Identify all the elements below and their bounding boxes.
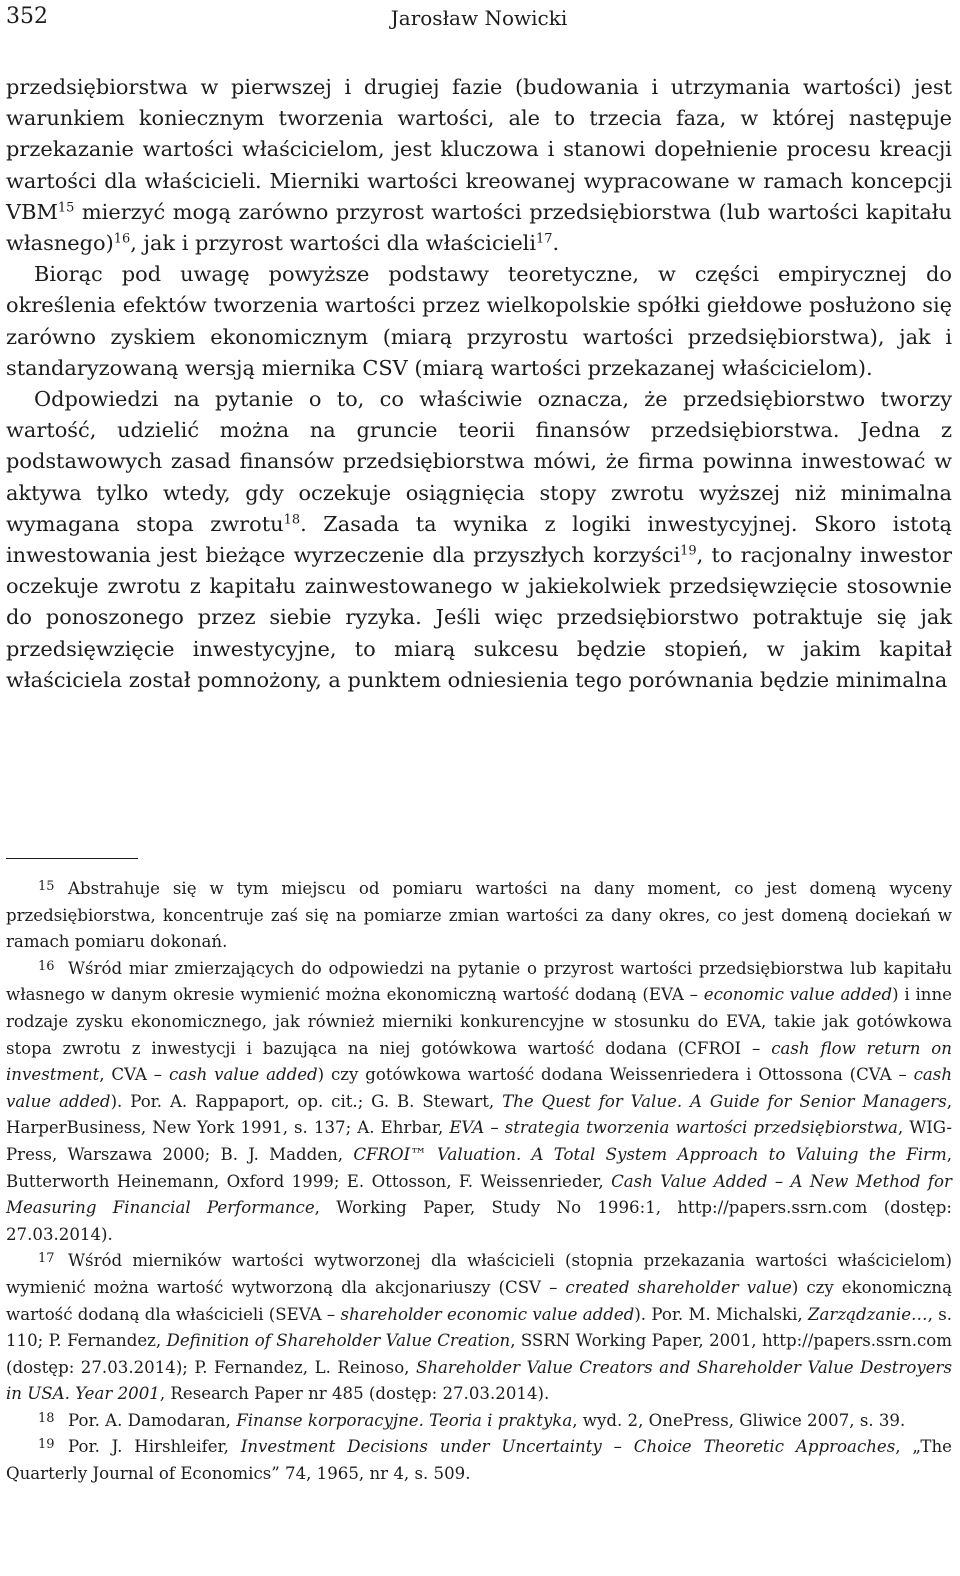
paragraph-2: Biorąc pod uwagę powyższe podstawy teoretyczne, w części empirycznej do określenia efektów tworzenia wartości przez wielkopolskie spółki giełdowe posłużono się zarówno zyskiem ekonomicznym (miarą przyrostu wartości przedsiębiorstwa), jak i standaryzowaną wersją miernika CSV (miarą wartości przekazanej właścicielom).	[6, 262, 952, 380]
paragraph-1-text-b: mierzyć mogą zarówno przyrost wartości przedsiębiorstwa (lub wartości kapitału własnego)	[6, 199, 952, 256]
main-text	[6, 72, 952, 696]
footnote-text: , HarperBusiness, New York 1991, s. 137; A. Ehrbar,	[6, 1091, 953, 1138]
footnote-ref-18[interactable]: 18	[283, 512, 301, 528]
running-head-author: Jarosław Nowicki	[390, 6, 568, 30]
footnote-18: 18 Por. A. Damodaran, Finanse korporacyjne. Teoria i praktyka, wyd. 2, OnePress, Gliwice 2007, s. 39.	[38, 1410, 906, 1430]
footnote-text: Abstrahuje się w tym miejscu od pomiaru wartości na dany moment, co jest domeną wyceny przedsiębiorstwa, koncentruje zaś się na pomiarze zmian wartości za dany okres, co jest domeną dociekań w ramach pomiaru dokonań.	[6, 879, 952, 952]
footnote-italic: cash value added	[6, 1065, 953, 1111]
footnote-italic: The Quest for Value. A Guide for Senior Managers	[502, 1091, 947, 1111]
footnote-text: , „The Quarterly Journal of Economics” 74, 1965, nr 4, s. 509.	[6, 1437, 952, 1484]
footnote-italic: Zarządzanie…	[807, 1304, 928, 1324]
paragraph-1	[6, 72, 952, 259]
footnote-16: 16 Wśród miar zmierzających do odpowiedzi na pytanie o przyrost wartości przedsiębiorstwa lub kapitału własnego w danym okresie wymienić można ekonomiczną wartość dodaną (EVA – economic value added) i inne rodzaje zysku ekonomicznego, jak również mierniki konkurencyjne w stosunku do EVA, takie jak gotówkowa stopa zwrotu z inwestycji i bazująca na niej gotówkowa wartość dodana (CFROI – cash flow return on investment, CVA – cash value added) czy gotówkowa wartość dodana Weissenriedera i Ottossona (CVA – cash value added). Por. A. Rappaport, op. cit.; G. B. Stewart, The Quest for Value. A Guide for Senior Managers, HarperBusiness, New York 1991, s. 137; A. Ehrbar, EVA – strategia tworzenia wartości przedsiębiorstwa, WIG-Press, Warszawa 2000; B. J. Madden, CFROI™ Valuation. A Total System Approach to Valuing the Firm, Butterworth Heinemann, Oxford 1999; E. Ottosson, F. Weissenrieder, Cash Value Added – A New Method for Measuring Financial Performance, Working Paper, Study No 1996:1, http://papers.ssrn.com (dostęp: 27.03.2014).	[6, 958, 953, 1244]
footnote-text: , s. 110; P. Fernandez,	[6, 1304, 952, 1351]
footnote-text: Por. A. Damodaran,	[68, 1410, 237, 1430]
footnote-text: ). Por. A. Rappaport, op. cit.; G. B. Stewart,	[110, 1091, 503, 1111]
footnote-italic: shareholder economic value added	[340, 1304, 635, 1324]
footnote-text: Wśród mierników wartości wytworzonej dla właścicieli (stopnia przekazania wartości właścicielom) wymienić można wartość wytworzoną dla akcjonariuszy (CSV –	[6, 1251, 952, 1297]
footnote-15: 15 Abstrahuje się w tym miejscu od pomiaru wartości na dany moment, co jest domeną wyceny przedsiębiorstwa, koncentruje zaś się na pomiarze zmian wartości za dany okres, co jest domeną dociekań w ramach pomiaru dokonań.	[6, 878, 952, 952]
footnote-italic: Finanse korporacyjne. Teoria i praktyka	[236, 1410, 573, 1430]
footnote-text: , Butterworth Heinemann, Oxford 1999; E. Ottosson, F. Weissenrieder,	[6, 1144, 952, 1191]
footnote-ref-15[interactable]: 15	[57, 200, 75, 216]
footnote-19: 19 Por. J. Hirshleifer, Investment Decisions under Uncertainty – Choice Theoretic Approaches, „The Quarterly Journal of Economics” 74, 1965, nr 4, s. 509.	[6, 1437, 952, 1484]
page-number: 352	[6, 4, 48, 29]
footnote-text: ) czy ekonomiczną wartość dodaną dla właścicieli (SEVA –	[6, 1277, 953, 1324]
footnote-text: ) i inne rodzaje zysku ekonomicznego, jak również mierniki konkurencyjne w stosunku do EVA, takie jak gotówkowa stopa zwrotu z inwestycji i bazująca na niej gotówkowa wartość dodana (CFROI –	[6, 985, 953, 1058]
footnote-text: ). Por. M. Michalski,	[634, 1304, 808, 1324]
footnote-italic: Cash Value Added – A New Method for Measuring Financial Performance	[6, 1171, 952, 1218]
footnote-ref-16[interactable]: 16	[113, 231, 131, 247]
paragraph-1-text-d: .	[552, 231, 560, 256]
footnote-italic: cash flow return on investment	[6, 1038, 952, 1085]
footnote-italic: EVA – strategia tworzenia wartości przedsiębiorstwa	[449, 1118, 898, 1138]
footnote-text: , wyd. 2, OnePress, Gliwice 2007, s. 39.	[572, 1410, 906, 1430]
footnote-text: , CVA –	[99, 1065, 169, 1085]
footnote-text: , Research Paper nr 485 (dostęp: 27.03.2014).	[159, 1384, 550, 1404]
footnote-text: , WIG-Press, Warszawa 2000; B. J. Madden,	[6, 1118, 952, 1164]
footnote-17: 17 Wśród mierników wartości wytworzonej dla właścicieli (stopnia przekazania wartości właścicielom) wymienić można wartość wytworzoną dla akcjonariuszy (CSV – created shareholder value) czy ekonomiczną wartość dodaną dla właścicieli (SEVA – shareholder economic value added). Por. M. Michalski, Zarządzanie…, s. 110; P. Fernandez, Definition of Shareholder Value Creation, SSRN Working Paper, 2001, http://papers.ssrn.com (dostęp: 27.03.2014); P. Fernandez, L. Reinoso, Shareholder Value Creators and Shareholder Value Destroyers in USA. Year 2001, Research Paper nr 485 (dostęp: 27.03.2014).	[6, 1251, 953, 1404]
footnote-italic: Shareholder Value Creators and Shareholder Value Destroyers in USA. Year 2001	[6, 1357, 952, 1404]
footnote-ref-17[interactable]: 17	[536, 231, 553, 247]
paragraph-1-text-a: przedsiębiorstwa w pierwszej i drugiej fazie (budowania i utrzymania wartości) jest warunkiem koniecznym tworzenia wartości, ale to trzecia faza, w której następuje przekazanie wartości właścicielom, jest kluczowa i stanowi dopełnienie procesu kreacji wartości dla właścicieli. Mierniki wartości kreowanej wypracowane w ramach koncepcji VBM	[6, 75, 952, 224]
paragraph-3-text-a: Odpowiedzi na pytanie o to, co właściwie oznacza, że przedsiębiorstwo tworzy wartość, udzielić można na gruncie teorii finansów przedsiębiorstwa. Jedna z podstawowych zasad finansów przedsiębiorstwa mówi, że firma powinna inwestować w aktywa tylko wtedy, gdy oczekuje osiągnięcia stopy zwrotu wyższej niż minimalna wymagana stopa zwrotu	[6, 387, 952, 536]
footnote-italic: cash value added	[168, 1065, 318, 1085]
footnote-separator	[6, 858, 138, 859]
paragraph-1-text-c: , jak i przyrost wartości dla właścicieli	[130, 231, 537, 256]
page-header	[6, 4, 952, 32]
footnote-italic: Investment Decisions under Uncertainty – Choice Theoretic Approaches	[240, 1437, 896, 1457]
paragraph-3-text-b: . Zasada ta wynika z logiki inwestycyjnej. Skoro istotą inwestowania jest bieżące wyrzeczenie dla przyszłych korzyści	[6, 511, 952, 568]
footnote-text: ) czy gotówkowa wartość dodana Weissenriedera i Ottossona (CVA –	[317, 1065, 914, 1085]
footnotes	[6, 876, 952, 1488]
paragraph-3	[6, 384, 952, 696]
footnote-ref-19[interactable]: 19	[680, 543, 697, 559]
footnote-italic: created shareholder value	[565, 1277, 792, 1297]
paragraph-3-text-c: , to racjonalny inwestor oczekuje zwrotu z kapitału zainwestowanego w jakiekolwiek przedsięwzięcie stosownie do ponoszonego przez siebie ryzyka. Jeśli więc przedsiębiorstwo potraktuje się jak przedsięwzięcie inwestycyjne, to miarą sukcesu będzie stopień, w jakim kapitał właściciela został pomnożony, a punktem odniesienia tego porównania będzie minimalna	[6, 543, 952, 692]
footnote-text: Por. J. Hirshleifer,	[68, 1437, 241, 1457]
footnote-text: Wśród miar zmierzających do odpowiedzi na pytanie o przyrost wartości przedsiębiorstwa lub kapitału własnego w danym okresie wymienić można ekonomiczną wartość dodaną (EVA –	[6, 958, 952, 1005]
footnote-italic: Definition of Shareholder Value Creation	[166, 1331, 511, 1351]
footnote-text: , Working Paper, Study No 1996:1, http://papers.ssrn.com (dostęp: 27.03.2014).	[6, 1198, 952, 1244]
footnote-italic: CFROI™ Valuation. A Total System Approach to Valuing the Firm	[353, 1144, 947, 1164]
footnote-italic: economic value added	[703, 985, 893, 1005]
footnote-text: , SSRN Working Paper, 2001, http://papers.ssrn.com (dostęp: 27.03.2014); P. Fernandez, L. Reinoso,	[6, 1331, 952, 1377]
